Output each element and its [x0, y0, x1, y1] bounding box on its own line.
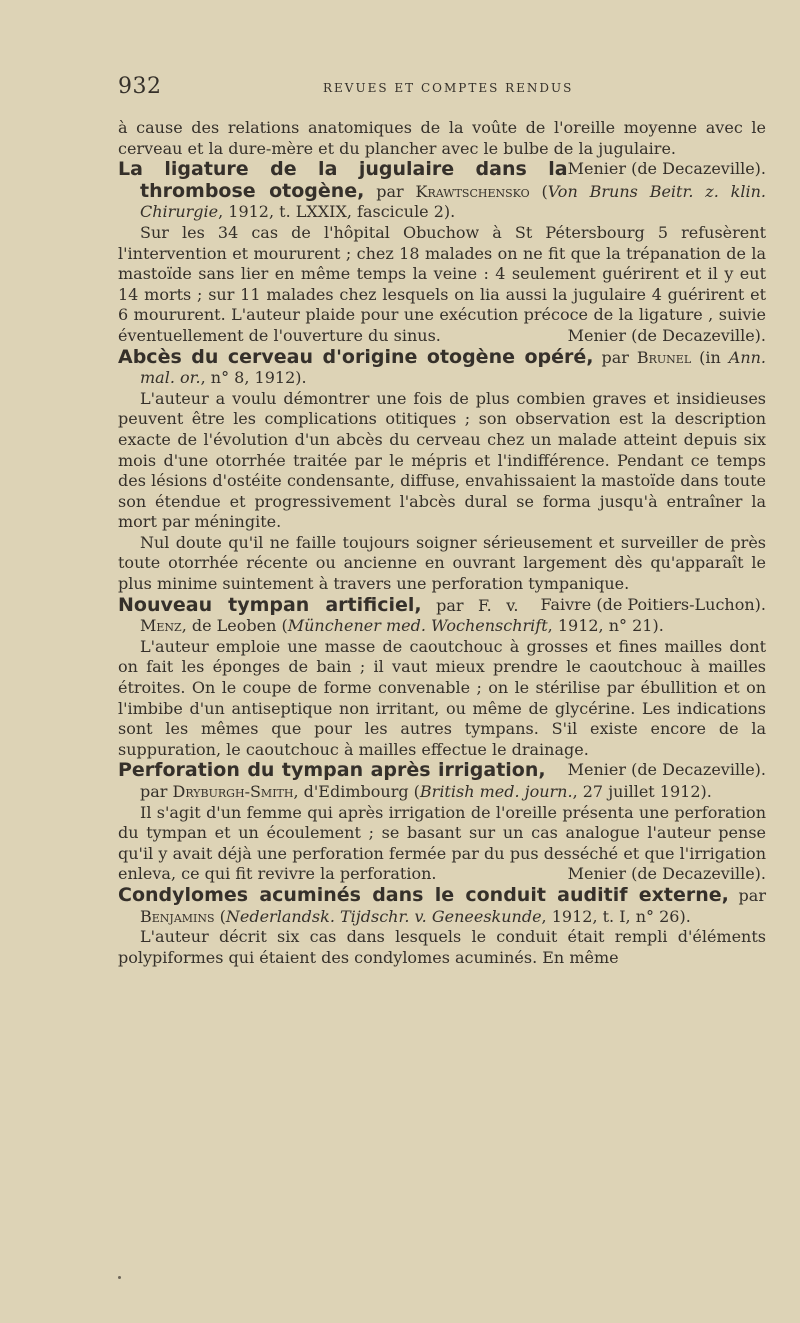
- reference-open: (in: [691, 347, 729, 367]
- signature: Menier (de Decazeville).: [567, 325, 766, 345]
- author-name: Benjamins: [140, 906, 215, 926]
- page-header: [118, 74, 758, 98]
- review-title: La ligature de la jugulaire dans la thrombose otogène,: [118, 158, 568, 202]
- body-text: L'auteur a voulu démontrer une fois de plus combien graves et insidieuses peuvent être les complications otitiques ; son observation est la description exacte de l'évolution d'un abcès du cerveau chez un malade atteint depuis six mois d'une otorrhée traitée par le mépris et l'indifférence. Pendant ce temps des lésions d'ostéite condensante, diffuse, envahissaient la mastoïde dans toute son étendue et progressivement l'abcès dural se forma jusqu'à entraîner la mort par méningite.: [118, 388, 766, 532]
- byline-prefix: par F. v.: [421, 595, 519, 615]
- review-heading: [118, 885, 766, 927]
- journal-source: British med. journ.: [419, 782, 573, 801]
- author-name: Brunel: [636, 347, 692, 367]
- ink-speck: [118, 1276, 121, 1279]
- author-name: Krawtschensko: [415, 181, 530, 201]
- author-name: Dryburgh-Smith: [172, 782, 294, 801]
- byline-prefix: par: [728, 885, 766, 905]
- signature: Menier (de Decazeville).: [567, 159, 766, 179]
- article-text: [118, 118, 766, 968]
- review-body: [118, 223, 766, 347]
- reference-open: (: [529, 181, 548, 201]
- author-name: Menz: [140, 616, 182, 636]
- signature: Faivre (de Poitiers-Luchon).: [540, 594, 766, 614]
- review-title: Perforation du tympan après irrigation,: [118, 759, 546, 782]
- reference-tail: , 1912, n° 21).: [547, 616, 664, 636]
- byline-prefix: par: [593, 347, 637, 367]
- body-text: Il s'agit d'un femme qui après irrigation de l'oreille présenta une perforation du tympan et un écoulement ; se basant sur un cas analogue l'auteur pense qu'il y avait déjà une perforation fermée par du pus desséché et que l'irrigation enleva, ce qui fit revivre la perforation.: [118, 802, 766, 884]
- review-body: [118, 389, 766, 533]
- continuation-text: à cause des relations anatomiques de la voûte de l'oreille moyenne avec le cerveau et la dure-mère et du plancher avec le bulbe de la jugulaire.: [118, 118, 766, 158]
- review-title: Abcès du cerveau d'origine otogène opéré,: [118, 345, 594, 368]
- review-title: Nouveau tympan artificiel,: [118, 593, 422, 616]
- continuation-paragraph: [118, 118, 766, 179]
- body-text: Nul doute qu'il ne faille toujours soigner sérieusement et surveiller de près toute otorrhée récente ou ancienne en ouvrant largement dès qu'apparaît le plus minime suintement à travers une perforation tympanique.: [118, 532, 766, 594]
- byline-prefix: par: [364, 181, 416, 201]
- reference-open: , d'Edimbourg (: [293, 782, 420, 801]
- reference-open: , de Leoben (: [181, 616, 288, 636]
- journal-source: Nederlandsk. Tijdschr. v. Geneeskunde: [225, 906, 542, 926]
- signature: Menier (de Decazeville).: [567, 760, 766, 780]
- reference-tail: , 1912, t. I, n° 26).: [541, 906, 691, 926]
- page-number: 932: [118, 74, 162, 99]
- review-body: [118, 927, 766, 968]
- journal-source: Ann. mal. or.: [140, 347, 767, 388]
- review-body: [118, 803, 766, 885]
- reference-tail: , 27 juillet 1912).: [572, 782, 712, 801]
- byline-prefix: par: [140, 782, 173, 801]
- journal-source: Münchener med. Wochenschrift: [287, 616, 548, 636]
- journal-source: Von Bruns Beitr. z. klin. Chirurgie: [140, 181, 766, 222]
- review-title: Condylomes acuminés dans le conduit auditif externe,: [118, 883, 729, 906]
- body-text: Sur les 34 cas de l'hôpital Obuchow à St Pétersbourg 5 refusèrent l'intervention et moururent ; chez 18 malades on ne fit que la trépanation de la mastoïde sans lier en même temps la veine : 4 seulement guérirent et il y eut 14 morts ; sur 11 malades chez lesquels on lia aussi la jugulaire 4 guérirent et 6 moururent. L'auteur plaide pour une exécution précoce de la ligature , suivie éventuellement de l'ouverture du sinus.: [118, 222, 766, 345]
- reference-tail: , n° 8, 1912).: [200, 368, 307, 388]
- running-head: REVUES ET COMPTES RENDUS: [323, 81, 574, 95]
- signature: Menier (de Decazeville).: [567, 864, 766, 884]
- body-text: L'auteur décrit six cas dans lesquels le conduit était rempli d'éléments polypiformes qui étaient des condylomes acuminés. En même: [118, 927, 766, 967]
- reference-tail: , 1912, t. LXXIX, fascicule 2).: [218, 202, 456, 222]
- reference-open: (: [214, 906, 226, 926]
- review-heading: [118, 347, 766, 389]
- body-text: L'auteur emploie une masse de caoutchouc à grosses et fines mailles dont on fait les éponges de bain ; il vaut mieux prendre le caoutchouc à mailles étroites. On le coupe de forme convenable ; on le stérilise par ébullition et on l'imbibe d'un antiseptique non irritant, ou même de glycérine. Les indications sont les mêmes que pour les autres tympans. S'il existe encore de la suppuration, le caoutchouc à mailles effectue le drainage.: [118, 636, 766, 759]
